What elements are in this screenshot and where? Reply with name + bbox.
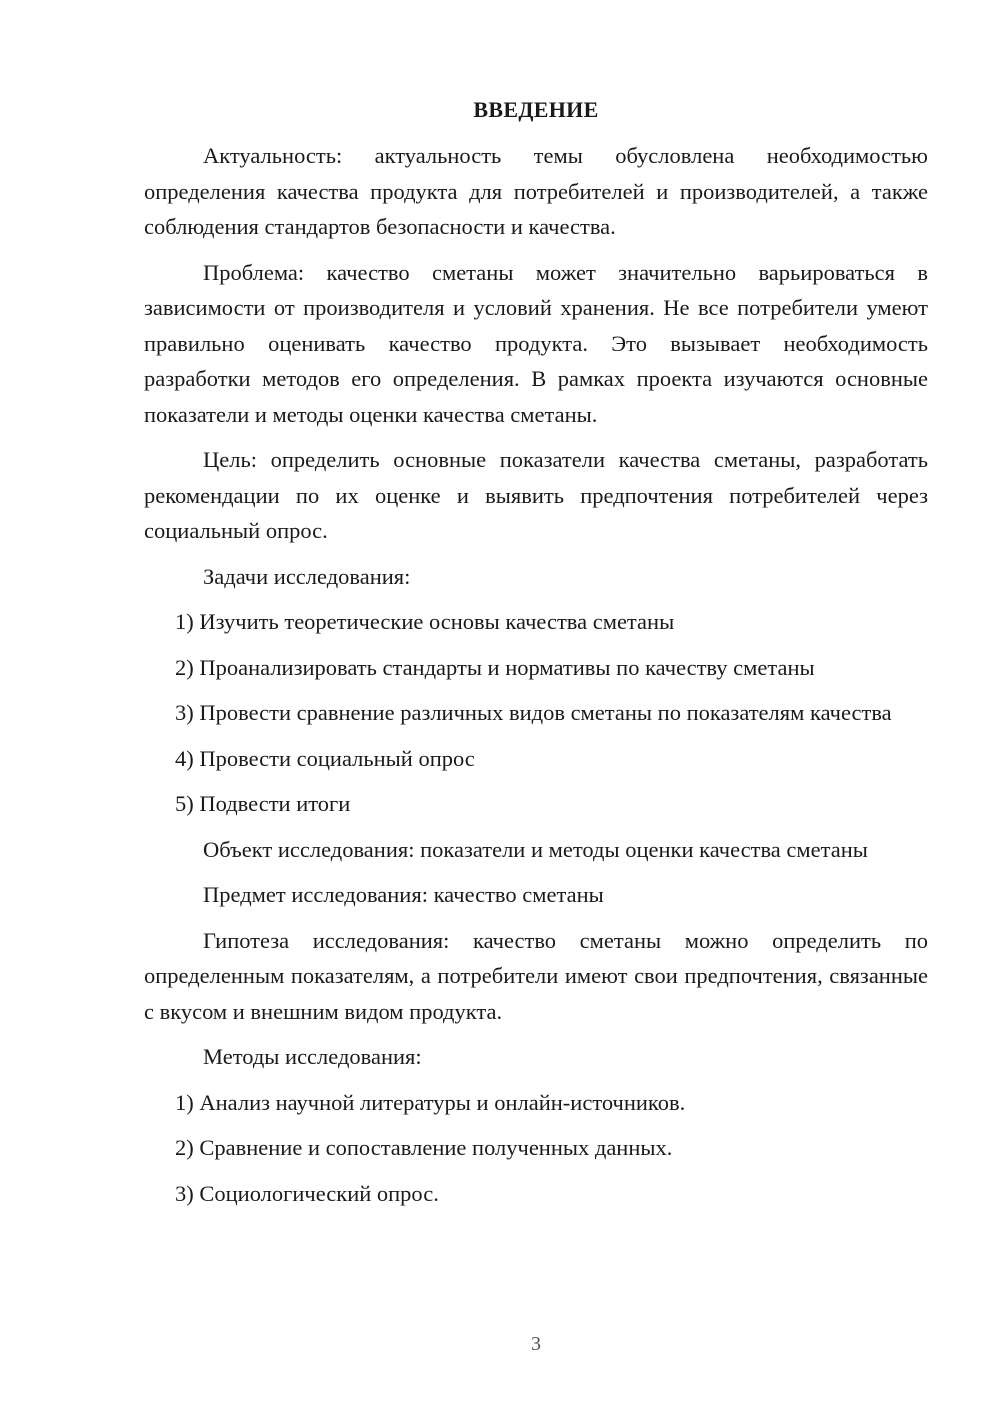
method-item: 1) Анализ научной литературы и онлайн-источников. [175, 1089, 686, 1115]
task-item: 1) Изучить теоретические основы качества сметаны [175, 609, 675, 634]
object-paragraph: Объект исследования: показатели и методы оценки качества сметаны [203, 836, 868, 862]
hypothesis-paragraph: Гипотеза исследования: качество сметаны можно определить по определенным показателям, а потребители имеют свои предпочтения, связанные с вкусом и внешним видом продукта. [144, 927, 928, 1024]
method-item: 3) Социологический опрос. [175, 1180, 439, 1206]
goal-paragraph: Цель: определить основные показатели качества сметаны, разработать рекомендации по их оценке и выявить предпочтения потребителей через социальный опрос. [144, 447, 928, 543]
tasks-heading: Задачи исследования: [203, 563, 411, 589]
task-item: 2) Проанализировать стандарты и нормативы по качеству сметаны [175, 654, 815, 680]
document-page [144, 92, 928, 1221]
methods-heading: Методы исследования: [203, 1044, 422, 1069]
task-item: 4) Провести социальный опрос [175, 745, 475, 771]
task-item: 3) Провести сравнение различных видов сметаны по показателям качества [175, 700, 892, 725]
page-title: ВВЕДЕНИЕ [473, 97, 599, 122]
problem-paragraph: Проблема: качество сметаны может значительно варьироваться в зависимости от производителя и условий хранения. Не все потребители умеют правильно оценивать качество продукта. Это вызывает необходимость разработки методов его определения. В рамках проекта изучаются основные показатели и методы оценки качества сметаны. [144, 259, 928, 427]
relevance-paragraph: Актуальность: актуальность темы обусловлена необходимостью определения качества продукта для потребителей и производителей, а также соблюдения стандартов безопасности и качества. [144, 143, 928, 239]
task-item: 5) Подвести итоги [175, 791, 351, 816]
page-number: 3 [531, 1333, 541, 1355]
subject-paragraph: Предмет исследования: качество сметаны [203, 882, 604, 907]
method-item: 2) Сравнение и сопоставление полученных данных. [175, 1135, 673, 1160]
